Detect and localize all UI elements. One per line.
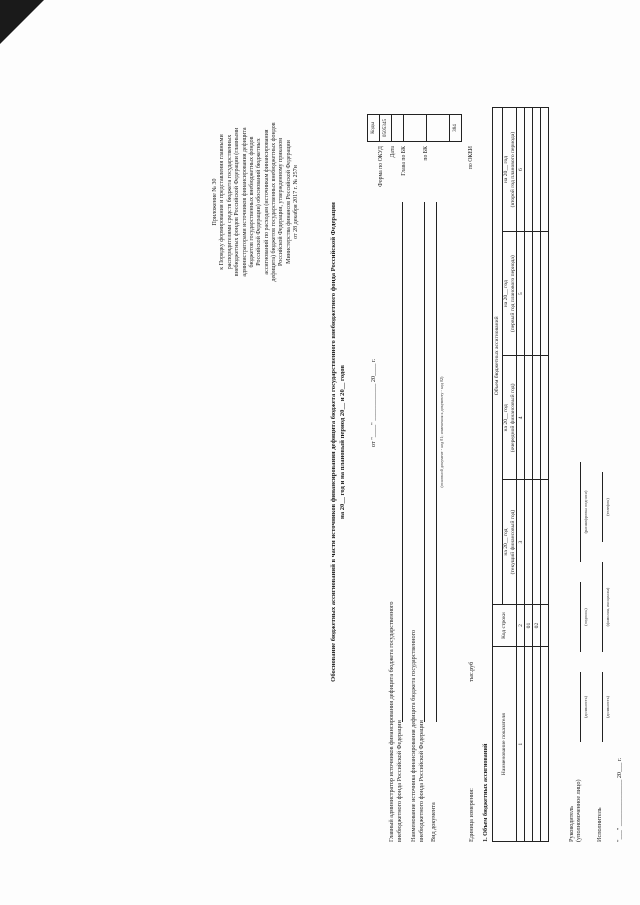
label-bk-chapter: Глава по БК <box>401 146 407 176</box>
table-cell <box>533 108 541 232</box>
field-doctype-caption: (основной документ - код 01; изменения к документу - код 02) <box>439 376 444 488</box>
table-cell <box>525 647 533 842</box>
appendix-line: от 28 декабря 2017 г. № 257н <box>293 165 300 239</box>
executor-position-line <box>602 672 603 742</box>
head-signature-line <box>580 582 581 652</box>
head-signature-caption: (подпись) <box>583 608 588 626</box>
col-header-plan1: на 20__ год (первый год планового периода) <box>503 232 517 356</box>
field-unit-label: Единица измерения: <box>468 788 475 842</box>
table-cell <box>525 480 533 604</box>
col-number: 1 <box>517 647 525 842</box>
label-okud: Форма по ОКУД <box>378 146 384 187</box>
head-position-line <box>580 672 581 742</box>
codes-table <box>367 114 462 142</box>
appendix-line: дефицита) бюджетов государственных внебюджетных фондов <box>271 122 277 282</box>
rotated-form <box>212 42 632 842</box>
head-label-2: (уполномоченное лицо) <box>575 779 582 842</box>
table-cell <box>541 647 549 842</box>
field-doctype-label: Вид документа <box>430 802 437 842</box>
col-header-volume: Объем бюджетных ассигнований <box>493 108 503 605</box>
col-number: 6 <box>517 108 525 232</box>
col-number: 5 <box>517 232 525 356</box>
executor-position-caption: (должность) <box>605 696 610 718</box>
table-cell <box>533 480 541 604</box>
form-title-period: на 20__ год и на плановый период 20__ и 20__ годов <box>339 365 346 519</box>
col-number: 2 <box>517 604 525 647</box>
label-date: Дата <box>390 146 396 158</box>
table-cell <box>541 232 549 356</box>
table-cell <box>533 647 541 842</box>
main-table <box>492 107 549 842</box>
code-okei: 384 <box>450 115 462 142</box>
appendix-line: внебюджетных фондов Российской Федерации (главными <box>234 127 241 277</box>
field-unit-value: тыс.руб <box>468 661 475 682</box>
appendix-line: Российской Федерации, утвержденному приказом <box>278 138 285 266</box>
col-number: 4 <box>517 356 525 480</box>
appendix-line: Приложение № 30 <box>212 178 218 226</box>
col-header-indicator: Наименование показателя <box>493 647 517 842</box>
appendix-line: администраторами источников финансирования дефицита <box>241 127 248 277</box>
field-source-label-2: внебюджетного фонда Российской Федерации <box>418 720 425 842</box>
executor-name-caption: (фамилия, инициалы) <box>605 587 610 627</box>
form-title: Обоснование бюджетных ассигнований в части источников финансирования дефицита бюджета государственного внебюджетного фонда Российской Федерации <box>330 202 337 682</box>
section-title: 1. Объем бюджетных ассигнований <box>482 743 489 842</box>
table-cell <box>541 356 549 480</box>
field-doctype-line <box>436 202 437 722</box>
field-source-label: Наименование источника финансирования дефицита бюджета государственного <box>410 629 417 842</box>
executor-phone-line <box>602 472 603 542</box>
code-date <box>392 115 404 142</box>
head-name-caption: (расшифровка подписи) <box>583 490 588 534</box>
table-cell <box>541 108 549 232</box>
row-code: 01 <box>525 604 533 647</box>
table-cell <box>525 232 533 356</box>
table-cell <box>533 356 541 480</box>
appendix-line: бюджетов государственных внебюджетных фондов <box>248 136 255 268</box>
label-bk: по БК <box>423 146 429 161</box>
codes-header: Коды <box>368 115 380 142</box>
code-bk-chapter <box>404 115 427 142</box>
executor-name-line <box>602 562 603 652</box>
head-label: Руководитель <box>568 806 575 842</box>
col-header-next: на 20__ год (очередной финансовый год) <box>503 356 517 480</box>
appendix-line: распорядителями средств бюджета государственных <box>226 134 233 270</box>
scan-corner-mark <box>0 0 44 44</box>
appendix-line: к Порядку формирования и представления главными <box>219 134 226 270</box>
table-cell <box>525 108 533 232</box>
date-line: от "____" ____________ 20____ г. <box>370 358 377 447</box>
col-header-current: на 20__ год (текущий финансовый год) <box>503 480 517 604</box>
appendix-line: Российской Федерации) обоснований бюджетных <box>256 138 263 266</box>
field-admin-line <box>402 202 403 722</box>
field-source-line <box>424 202 425 722</box>
table-cell <box>533 232 541 356</box>
code-bk <box>427 115 450 142</box>
row-code: 02 <box>533 604 541 647</box>
table-cell <box>541 480 549 604</box>
appendix-header <box>212 122 301 282</box>
col-header-plan2: на 20__ год (второй год планового периода) <box>503 108 517 232</box>
head-name-line <box>580 462 581 562</box>
table-cell <box>525 356 533 480</box>
row-code-empty <box>541 604 549 647</box>
label-okei: по ОКЕИ <box>468 146 474 170</box>
sign-date: "___" _______________ 20___ г. <box>616 757 623 842</box>
executor-label: Исполнитель <box>596 807 603 842</box>
code-okud: 0505345 <box>380 115 392 142</box>
field-admin-label: Главный администратор источников финансирования дефицита бюджета государственного <box>388 601 395 842</box>
field-admin-label-2: внебюджетного фонда Российской Федерации <box>396 720 403 842</box>
appendix-line: ассигнований по расходам (источникам финансирования <box>263 129 270 275</box>
executor-phone-caption: (телефон) <box>605 498 610 516</box>
appendix-line: Министерства финансов Российской Федерации <box>285 140 292 264</box>
col-header-line-code: Код строки <box>493 604 517 647</box>
col-number: 3 <box>517 480 525 604</box>
head-position-caption: (должность) <box>583 696 588 718</box>
